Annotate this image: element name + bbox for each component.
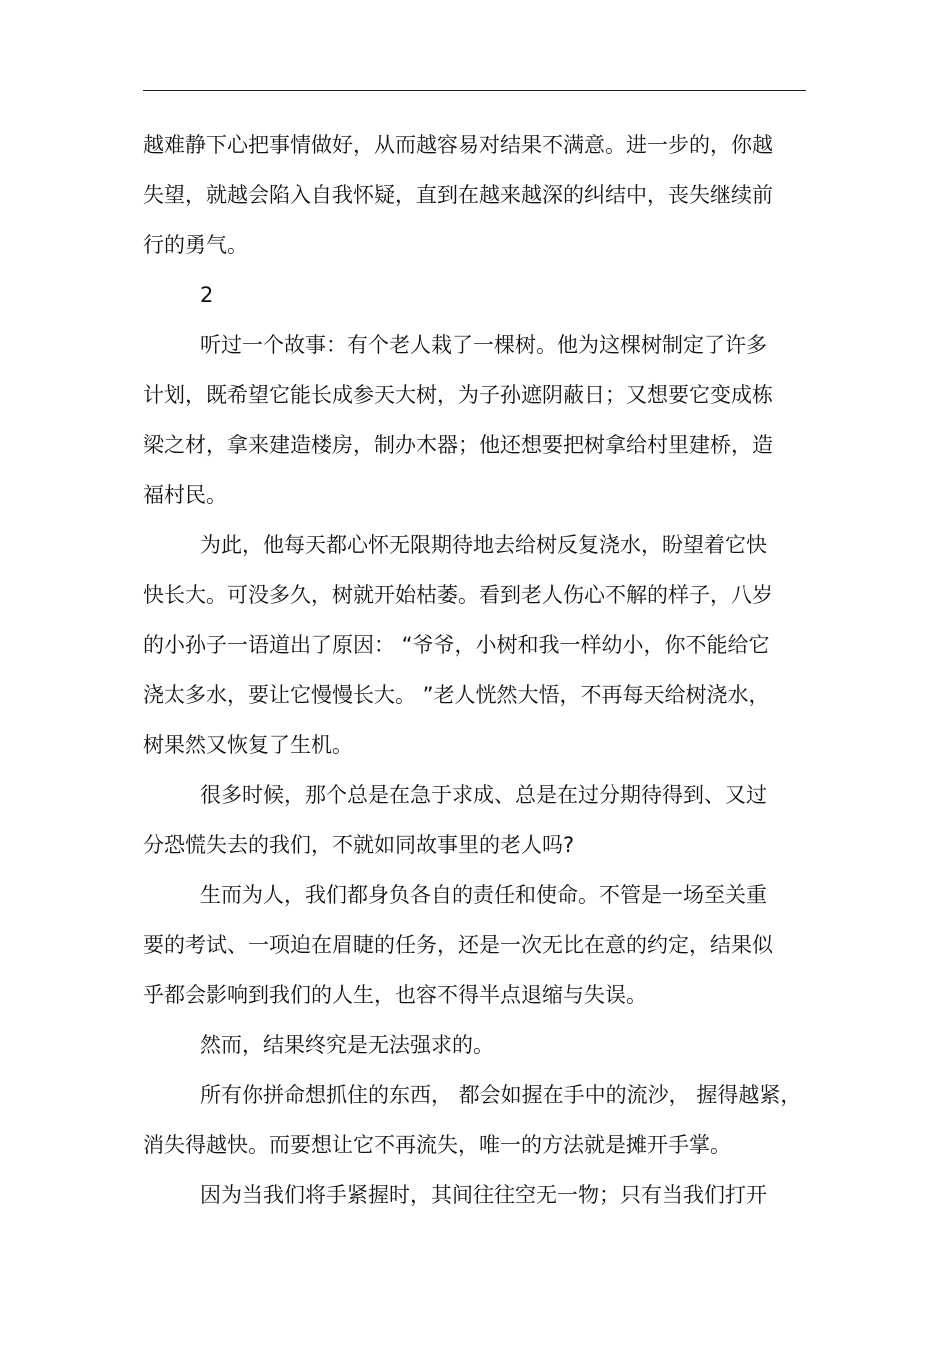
text-line: 消失得越快。而要想让它不再流失，唯一的方法就是摊开手掌。: [143, 1133, 731, 1157]
header-rule: [143, 90, 806, 91]
text-line: 计划，既希望它能长成参天大树，为子孙遮阴蔽日；又想要它变成栋: [143, 383, 773, 407]
text-line: 要的考试、一项迫在眉睫的任务，还是一次无比在意的约定，结果似: [143, 933, 773, 957]
text-line: 福村民。: [143, 483, 227, 507]
text-line: 越难静下心把事情做好，从而越容易对结果不满意。进一步的，你越: [143, 133, 773, 157]
text-line: 因为当我们将手紧握时，其间往往空无一物；只有当我们打开: [200, 1183, 767, 1207]
text-line: 行的勇气。: [143, 233, 248, 257]
text-line: 梁之材，拿来建造楼房，制办木器；他还想要把树拿给村里建桥，造: [143, 433, 773, 457]
text-line: 的小孙子一语道出了原因： “爷爷，小树和我一样幼小，你不能给它: [143, 633, 770, 657]
text-line: 分恐慌失去的我们，不就如同故事里的老人吗?: [143, 833, 575, 857]
text-line: 树果然又恢复了生机。: [143, 733, 353, 757]
text-line: 失望，就越会陷入自我怀疑，直到在越来越深的纠结中，丧失继续前: [143, 183, 773, 207]
text-line: 乎都会影响到我们的人生，也容不得半点退缩与失误。: [143, 983, 647, 1007]
text-line: 所有你拼命想抓住的东西， 都会如握在手中的流沙， 握得越紧，: [200, 1083, 802, 1107]
text-line: 浇太多水，要让它慢慢长大。 ”老人恍然大悟，不再每天给树浇水，: [143, 683, 770, 707]
text-line: 为此，他每天都心怀无限期待地去给树反复浇水，盼望着它快: [200, 533, 767, 557]
text-line: 快长大。可没多久，树就开始枯萎。看到老人伤心不解的样子，八岁: [143, 583, 773, 607]
text-line: 2: [200, 283, 214, 307]
text-line: 很多时候，那个总是在急于求成、总是在过分期待得到、又过: [200, 783, 767, 807]
text-line: 生而为人，我们都身负各自的责任和使命。不管是一场至关重: [200, 883, 767, 907]
text-line: 然而，结果终究是无法强求的。: [200, 1033, 494, 1057]
document-body: [143, 120, 808, 1220]
text-line: 听过一个故事：有个老人栽了一棵树。他为这棵树制定了许多: [200, 333, 767, 357]
